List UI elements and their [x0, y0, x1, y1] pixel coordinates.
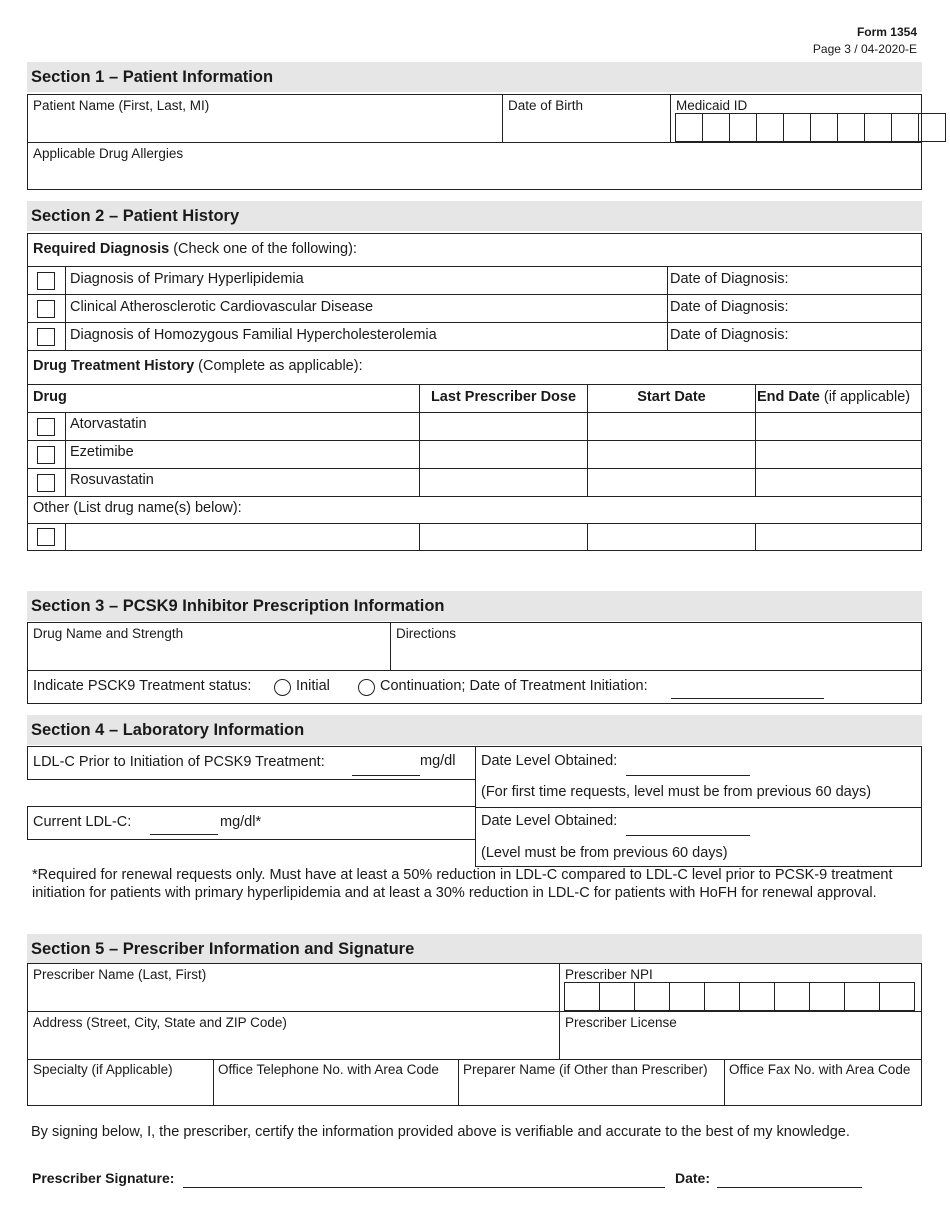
mgdl-star-unit: mg/dl*	[220, 814, 262, 830]
other-drug-checkbox[interactable]	[37, 528, 55, 546]
prescriber-npi-cells[interactable]	[564, 982, 915, 1011]
initial-radio[interactable]	[274, 679, 291, 696]
drug-checkbox[interactable]	[37, 446, 55, 464]
section2-title: Section 2 – Patient History	[27, 201, 922, 231]
drug-name-strength-label: Drug Name and Strength	[33, 626, 184, 641]
drug-column-header: Drug	[33, 389, 67, 405]
start-date-column-header: Start Date	[637, 389, 706, 405]
current-ldl-label: Current LDL-C:	[33, 814, 132, 830]
section3-box	[27, 622, 922, 704]
certification-text: By signing below, I, the prescriber, certify the information provided above is verifiable and accurate to the best of my knowledge.	[31, 1124, 850, 1140]
date-obtained-label: Date Level Obtained:	[481, 813, 618, 829]
first-time-note: (For first time requests, level must be from previous 60 days)	[481, 784, 872, 800]
treatment-status-label: Indicate PSCK9 Treatment status:	[33, 678, 252, 694]
diagnosis-checkbox[interactable]	[37, 328, 55, 346]
office-phone-label: Office Telephone No. with Area Code	[218, 1062, 439, 1077]
diagnosis-label: Clinical Atherosclerotic Cardiovascular Disease	[70, 299, 374, 315]
signature-label: Prescriber Signature:	[32, 1170, 175, 1186]
ldl-prior-box	[27, 746, 476, 780]
diagnosis-checkbox[interactable]	[37, 272, 55, 290]
diagnosis-checkbox[interactable]	[37, 300, 55, 318]
address-label: Address (Street, City, State and ZIP Code)	[33, 1015, 287, 1030]
form-number: Form 1354	[856, 25, 917, 39]
medicaid-id-cells[interactable]	[675, 113, 946, 142]
diagnosis-label: Diagnosis of Homozygous Familial Hypercholesterolemia	[70, 327, 437, 343]
section2-box	[27, 233, 922, 551]
drug-checkbox[interactable]	[37, 474, 55, 492]
prescriber-npi-label: Prescriber NPI	[565, 967, 653, 982]
directions-label: Directions	[396, 626, 457, 641]
patient-name-label: Patient Name (First, Last, MI)	[33, 98, 210, 113]
preparer-name-label: Preparer Name (if Other than Prescriber)	[463, 1062, 708, 1077]
ldl-prior-value-line[interactable]	[352, 775, 420, 776]
drug-checkbox[interactable]	[37, 418, 55, 436]
section4-title: Section 4 – Laboratory Information	[27, 715, 922, 745]
office-fax-label: Office Fax No. with Area Code	[729, 1062, 911, 1077]
date-of-diagnosis-label: Date of Diagnosis:	[670, 327, 789, 343]
date-obtained-label: Date Level Obtained:	[481, 753, 618, 769]
diagnosis-label: Diagnosis of Primary Hyperlipidemia	[70, 271, 304, 287]
section3-title: Section 3 – PCSK9 Inhibitor Prescription Information	[27, 591, 922, 621]
date-of-diagnosis-label: Date of Diagnosis:	[670, 299, 789, 315]
initiation-date-line[interactable]	[671, 698, 824, 699]
signature-date-label: Date:	[675, 1170, 711, 1186]
section5-box	[27, 963, 922, 1106]
date-obtained-box	[475, 746, 922, 867]
page-info: Page 3 / 04-2020-E	[812, 42, 917, 56]
section1-box	[27, 94, 922, 190]
drug-name: Rosuvastatin	[70, 472, 154, 488]
current-ldl-box	[27, 806, 476, 840]
drug-name: Atorvastatin	[70, 416, 147, 432]
renewal-footnote: *Required for renewal requests only. Must have at least a 50% reduction in LDL-C compared to LDL-C level prior to PCSK-9 treatment initiation for patients with primary hyperlipidemia and at least a 30% reduction in LDL-C for patients with HoFH for renewal approval.	[32, 867, 893, 901]
section1-title: Section 1 – Patient Information	[27, 62, 922, 92]
prescriber-name-label: Prescriber Name (Last, First)	[33, 967, 207, 982]
section5-title: Section 5 – Prescriber Information and Signature	[27, 934, 922, 964]
continuation-radio[interactable]	[358, 679, 375, 696]
current-ldl-value-line[interactable]	[150, 834, 218, 835]
signature-line[interactable]	[183, 1187, 665, 1188]
required-diagnosis-heading: Required Diagnosis (Check one of the following):	[33, 241, 357, 257]
date-obtained-line[interactable]	[626, 835, 750, 836]
treatment-history-heading: Drug Treatment History (Complete as applicable):	[33, 358, 363, 374]
date-of-diagnosis-label: Date of Diagnosis:	[670, 271, 789, 287]
initial-label: Initial	[296, 678, 330, 694]
specialty-label: Specialty (if Applicable)	[33, 1062, 173, 1077]
dob-label: Date of Birth	[508, 98, 584, 113]
signature-date-line[interactable]	[717, 1187, 862, 1188]
end-date-column-header: End Date (if applicable)	[757, 389, 911, 405]
mgdl-unit: mg/dl	[420, 753, 456, 769]
ldl-prior-label: LDL-C Prior to Initiation of PCSK9 Treatment:	[33, 754, 325, 770]
date-obtained-line[interactable]	[626, 775, 750, 776]
last-dose-column-header: Last Prescriber Dose	[430, 389, 577, 405]
other-drugs-label: Other (List drug name(s) below):	[33, 500, 242, 516]
drug-name: Ezetimibe	[70, 444, 134, 460]
allergies-label: Applicable Drug Allergies	[33, 146, 184, 161]
continuation-label: Continuation; Date of Treatment Initiation:	[380, 678, 648, 694]
previous-note: (Level must be from previous 60 days)	[481, 845, 728, 861]
medicaid-id-label: Medicaid ID	[676, 98, 748, 113]
prescriber-license-label: Prescriber License	[565, 1015, 677, 1030]
